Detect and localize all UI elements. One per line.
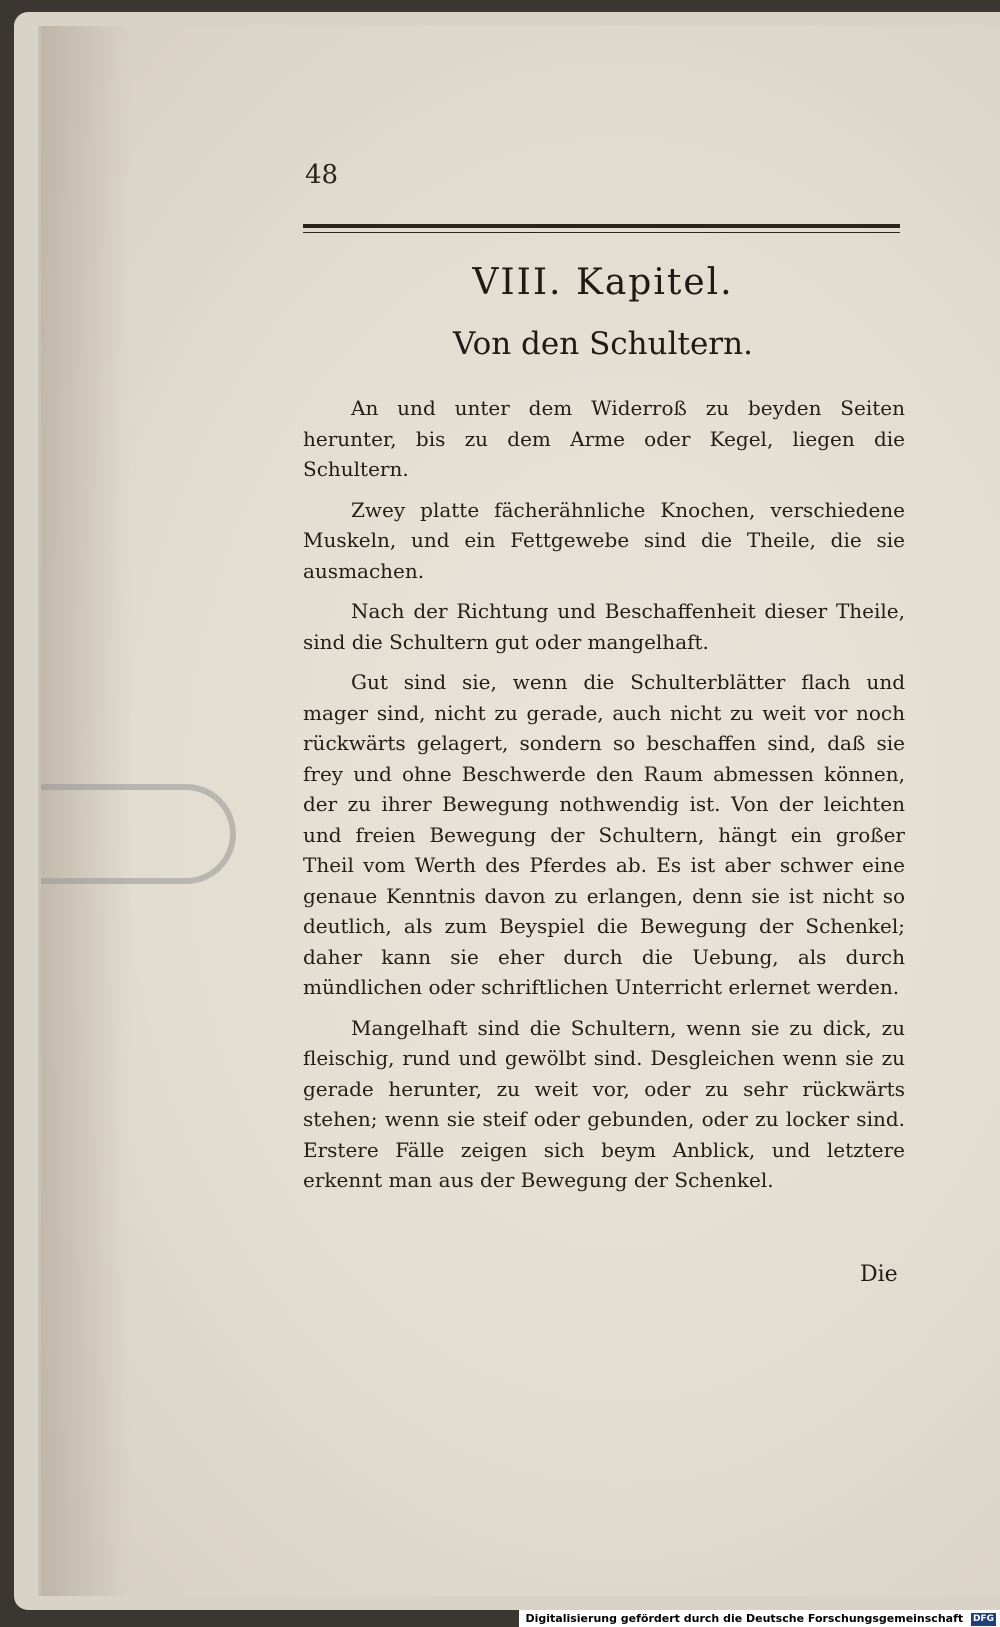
chapter-heading: VIII. Kapitel. [472, 262, 734, 303]
page-number: 48 [305, 160, 339, 190]
funding-footer [519, 1610, 1000, 1627]
body-text [303, 393, 905, 1206]
paragraph: Mangelhaft sind die Schultern, wenn sie zu dick, zu fleischig, rund und gewölbt sind. Desgleichen wenn sie zu gerade herunter, zu weit vor, oder zu sehr rückwärts stehen; wenn sie steif oder gebunden, oder zu locker sind. Erstere Fälle zeigen sich beym Anblick, und letztere erkennt man aus der Bewegung der Schenkel. [303, 1015, 905, 1192]
header-rule [303, 224, 900, 228]
paper-clip [41, 784, 236, 884]
paragraph: Nach der Richtung und Beschaffenheit dieser Theile, sind die Schultern gut oder mangelhaft. [303, 599, 905, 654]
header-rule-thin [303, 232, 900, 233]
paragraph: An und unter dem Widerroß zu beyden Seiten herunter, bis zu dem Arme oder Kegel, liegen die Schultern. [303, 396, 905, 481]
paragraph: Zwey platte fächerähnliche Knochen, verschiedene Muskeln, und ein Fettgewebe sind die Theile, die sie ausmachen. [303, 497, 905, 583]
paragraph: Gut sind sie, wenn die Schulterblätter flach und mager sind, nicht zu gerade, auch nicht zu weit vor noch rückwärts gelagert, sondern so beschaffen sind, daß sie frey und ohne Beschwerde den Raum abmessen können, der zu ihrer Bewegung nothwendig ist. Von der leichten und freien Bewegung der Schultern, hängt ein großer Theil vom Werth des Pferdes ab. Es ist aber schwer eine genaue Kenntnis davon zu erlangen, denn sie ist nicht so deutlich, als zum Beyspiel die Bewegung der Schenkel; daher kann sie eher durch die Uebung, als durch mündlichen oder schriftlichen Unterricht erlernet werden. [303, 670, 905, 999]
catchword: Die [860, 1262, 898, 1287]
chapter-title: Von den Schultern. [453, 326, 753, 362]
footer-text: Digitalisierung gefördert durch die Deutsche Forschungsgemeinschaft [525, 1612, 964, 1625]
dfg-logo-icon: DFG [972, 1613, 994, 1624]
